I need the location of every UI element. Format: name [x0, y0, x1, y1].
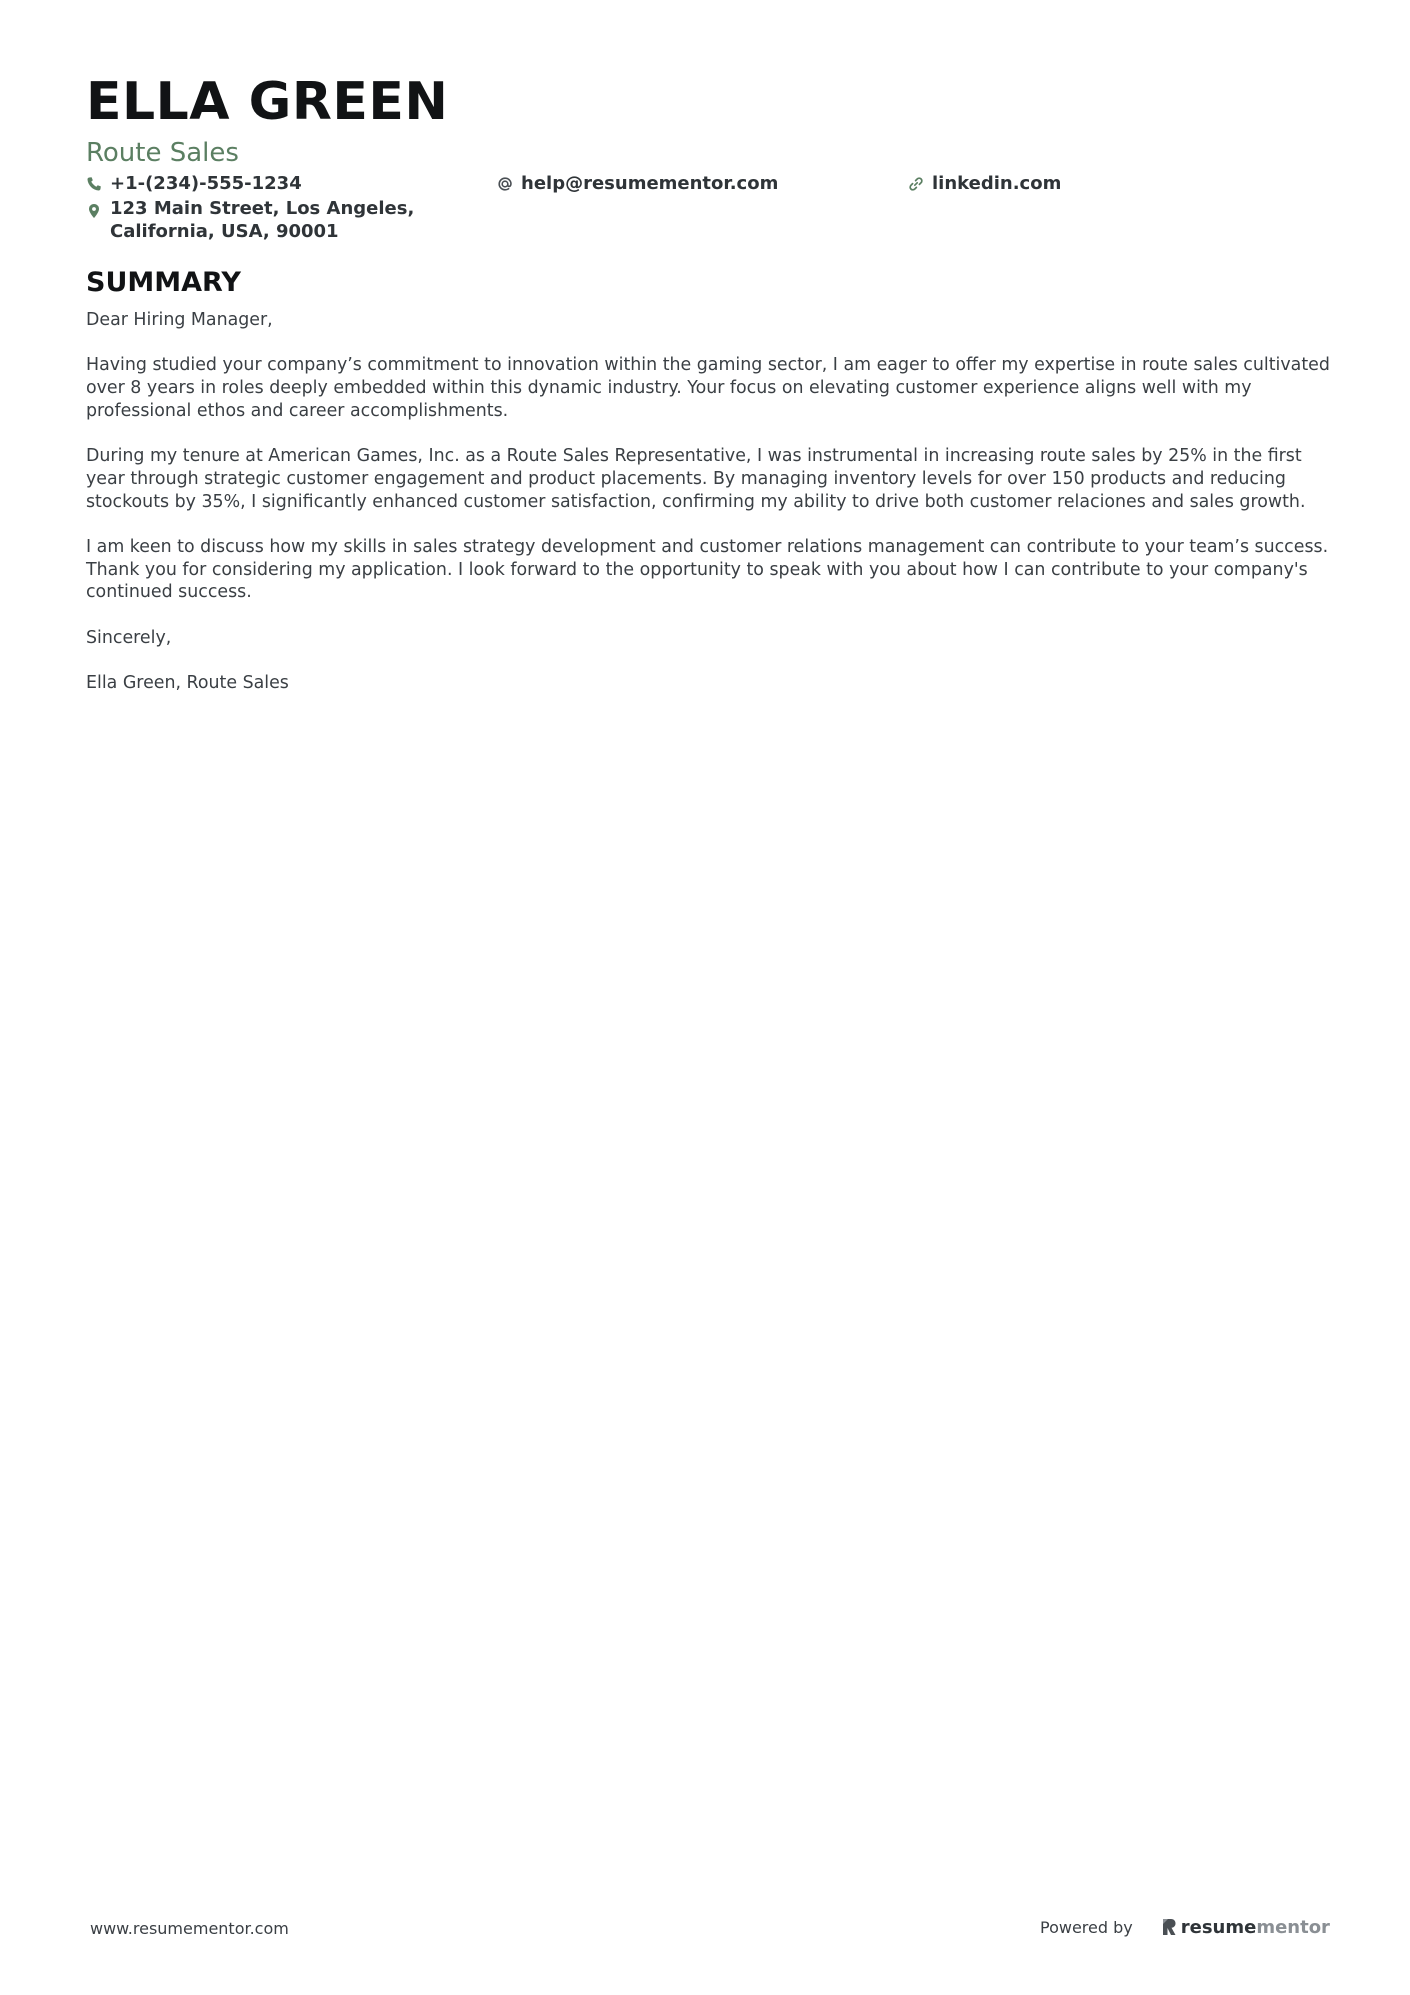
letter-signature: Ella Green, Route Sales: [86, 673, 289, 694]
link-icon: [908, 176, 924, 192]
section-title-summary: SUMMARY: [86, 267, 241, 298]
contact-linkedin[interactable]: [908, 172, 1061, 195]
header: [86, 70, 1336, 248]
footer-website[interactable]: www.resumementor.com: [90, 1919, 289, 1938]
letter-paragraph: Having studied your company’s commitment to innovation within the gaming sector, I am eager to offer my expertise in route sales cultivated over 8 years in roles deeply embedded within this dynamic industry. Your focus on elevating customer experience aligns well with my professional ethos and career accomplishments.: [86, 355, 1330, 421]
letter-greeting: Dear Hiring Manager,: [86, 310, 273, 330]
letter-paragraph: During my tenure at American Games, Inc. as a Route Sales Representative, I was instrumental in increasing route sales by 25% in the first year through strategic customer engagement and product placements. By managing inventory levels for over 150 products and reducing stockouts by 35%, I significantly enhanced customer satisfaction, confirming my ability to drive both customer relaciones and sales growth.: [86, 446, 1306, 512]
candidate-role: Route Sales: [86, 138, 239, 168]
contact-email[interactable]: [497, 172, 778, 195]
letter-body: [86, 309, 1338, 718]
powered-by-label: Powered by: [1040, 1917, 1133, 1937]
letter-paragraph: I am keen to discuss how my skills in sales strategy development and customer relations management can contribute to your team’s success. Thank you for considering my application. I look forward to the opportunity to speak with you about how I can contribute to your company's continued success.: [86, 536, 1329, 603]
linkedin-text: linkedin.com: [932, 173, 1062, 194]
contact-address: [86, 197, 486, 243]
brand-logo[interactable]: [1161, 1917, 1330, 1938]
phone-icon: [86, 176, 102, 192]
brand-part2: mentor: [1256, 1916, 1330, 1938]
resumementor-logo-icon: [1161, 1917, 1177, 1937]
contact-phone: [86, 172, 302, 195]
at-icon: [497, 176, 513, 192]
brand-part1: resume: [1180, 1916, 1257, 1938]
address-text: 123 Main Street, Los Angeles, California, USA, 90001: [110, 198, 415, 242]
email-text: help@resumementor.com: [521, 173, 779, 194]
candidate-name: ELLA GREEN: [86, 72, 449, 132]
letter-closing: Sincerely,: [86, 627, 172, 648]
phone-text: +1-(234)-555-1234: [110, 173, 302, 194]
map-pin-icon: [86, 203, 102, 219]
footer-powered-by: [1040, 1912, 1330, 1942]
contact-block: [86, 172, 1336, 248]
